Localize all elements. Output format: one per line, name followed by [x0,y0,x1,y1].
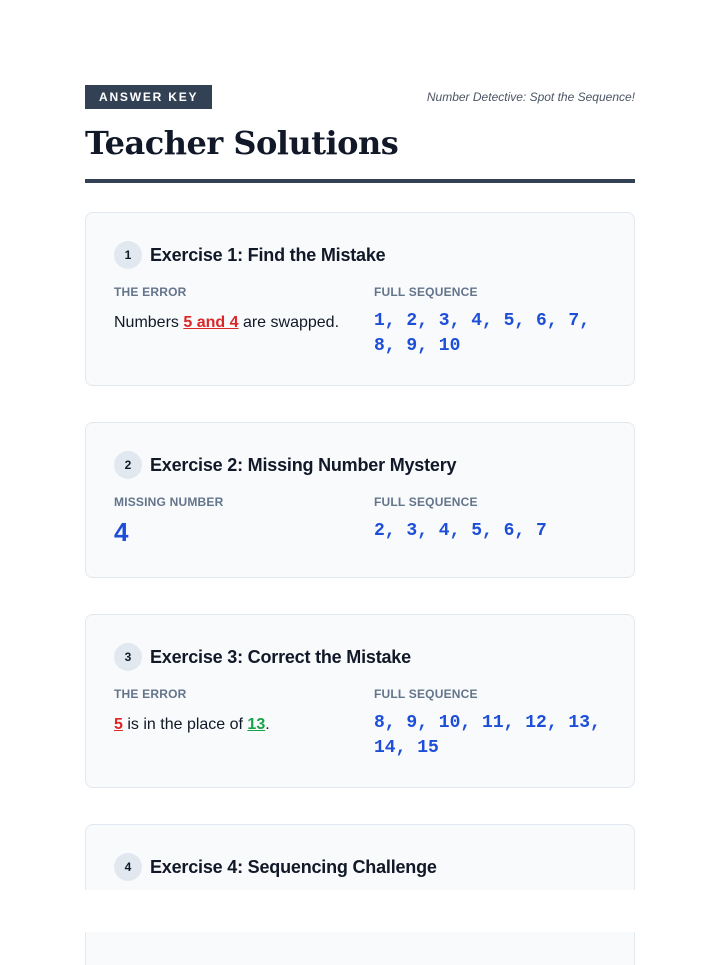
error-suffix: are swapped. [238,314,340,331]
error-description [114,715,354,735]
page-title: Teacher Solutions [85,124,399,162]
exercise-header [114,451,456,479]
exercise-card-1 [85,212,635,386]
full-sequence: 2, 3, 4, 5, 6, 7 [374,521,547,541]
exercise-title: Exercise 4: Sequencing Challenge [150,856,437,877]
error-label: THE ERROR [114,285,187,299]
missing-number-column [114,495,354,548]
wrong-number: 5 [114,716,123,733]
exercise-number-badge: 3 [114,643,142,671]
error-end: . [265,716,270,733]
swapped-numbers: 5 and 4 [183,314,239,331]
exercise-header [114,241,386,269]
exercise-number-badge: 2 [114,451,142,479]
correct-number: 13 [247,716,266,733]
sequence-label: FULL SEQUENCE [374,285,478,299]
answer-key-page [85,85,635,183]
page-bottom-margin [0,890,720,932]
sequence-column [374,495,614,544]
exercise-header [114,643,411,671]
sequence-label: FULL SEQUENCE [374,687,478,701]
error-label: THE ERROR [114,687,187,701]
error-column [114,687,354,735]
exercise-title: Exercise 1: Find the Mistake [150,244,386,265]
exercise-card-3 [85,614,635,788]
exercise-number-badge: 1 [114,241,142,269]
document-subtitle: Number Detective: Spot the Sequence! [426,90,635,104]
error-column [114,285,354,333]
error-prefix: Numbers [114,314,184,331]
missing-number-label: MISSING NUMBER [114,495,224,509]
sequence-column [374,285,614,359]
answer-key-badge: ANSWER KEY [85,85,212,109]
header-row [85,85,635,109]
exercise-card-2 [85,422,635,578]
full-sequence: 1, 2, 3, 4, 5, 6, 7, 8, 9, 10 [374,311,591,356]
exercise-title: Exercise 2: Missing Number Mystery [150,454,457,475]
error-description [114,313,354,333]
title-divider [85,179,635,183]
sequence-label: FULL SEQUENCE [374,495,478,509]
exercise-header [114,853,437,881]
exercise-title: Exercise 3: Correct the Mistake [150,646,411,667]
exercise-number-badge: 4 [114,853,142,881]
missing-number-value: 4 [114,517,129,547]
full-sequence: 8, 9, 10, 11, 12, 13, 14, 15 [374,713,601,758]
error-middle: is in the place of [122,716,248,733]
sequence-column [374,687,614,761]
